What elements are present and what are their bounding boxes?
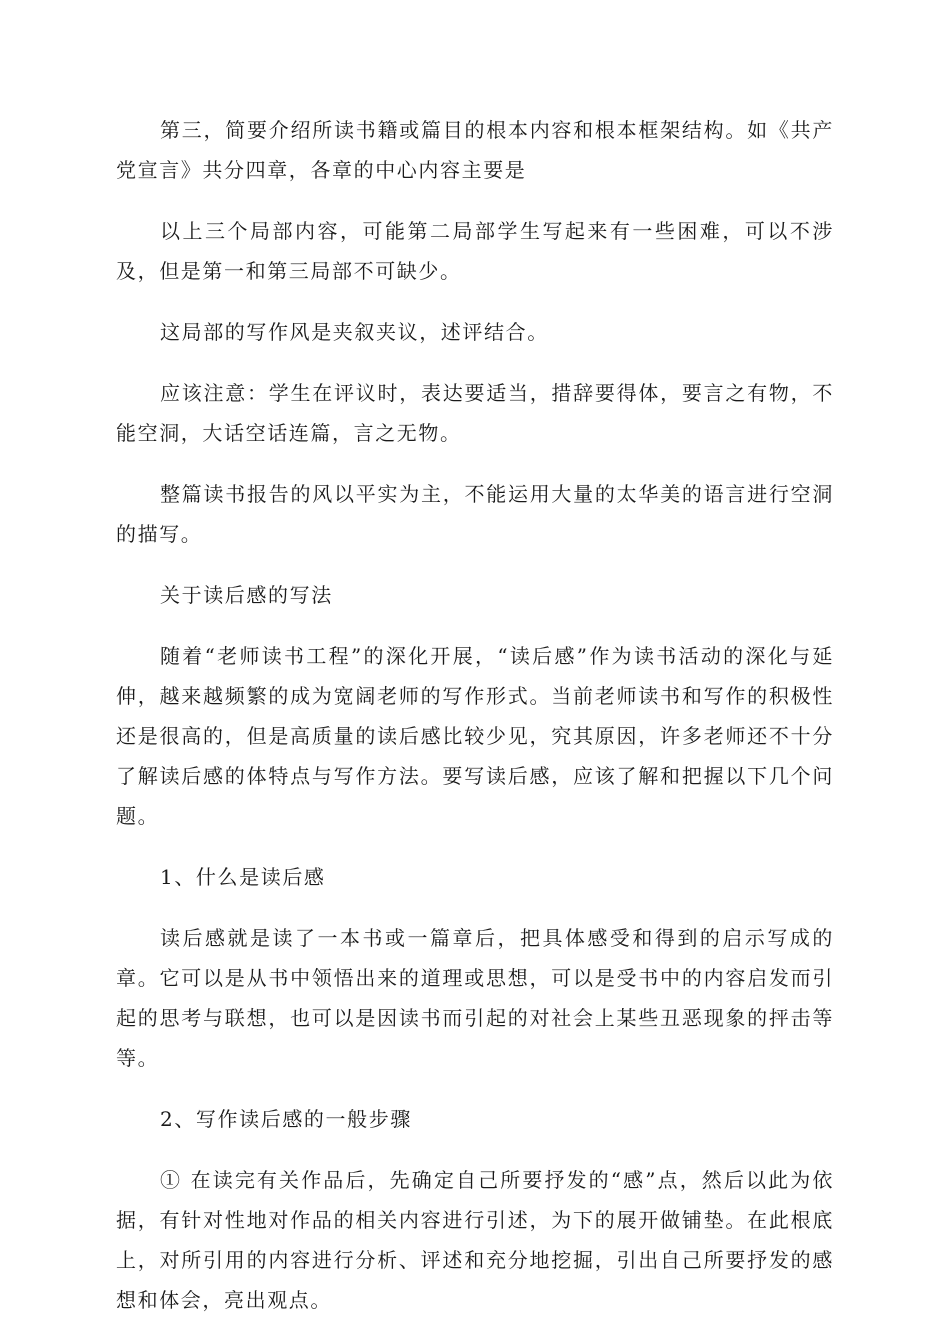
paragraph-2: 以上三个局部内容，可能第二局部学生写起来有一些困难，可以不涉及，但是第一和第三局部不可缺少。	[116, 219, 834, 283]
paragraph-9: 读后感就是读了一本书或一篇章后，把具体感受和得到的启示写成的章。它可以是从书中领悟出来的道理或思想，可以是受书中的内容启发而引起的思考与联想，也可以是因读书而引起的对社会上某些丑恶现象的抨击等等。	[116, 926, 834, 1070]
paragraph-1: 第三，简要介绍所读书籍或篇目的根本内容和根本框架结构。如《共产党宣言》共分四章，各章的中心内容主要是	[116, 118, 834, 182]
document-body	[116, 110, 834, 1341]
paragraph-5: 整篇读书报告的风以平实为主，不能运用大量的太华美的语言进行空洞的描写。	[116, 482, 834, 546]
section-heading-reading-reflection: 关于读后感的写法	[160, 583, 333, 607]
paragraph-7: 随着“老师读书工程”的深化开展，“读后感”作为读书活动的深化与延伸，越来越频繁的成为宽阔老师的写作形式。当前老师读书和写作的积极性还是很高的，但是高质量的读后感比较少见，究其原因，许多老师还不十分了解读后感的体特点与写作方法。要写读后感，应该了解和把握以下几个问题。	[116, 644, 834, 828]
subheading-what-is-reflection: 1、什么是读后感	[160, 865, 326, 889]
paragraph-11: ① 在读完有关作品后，先确定自己所要抒发的“感”点，然后以此为依据，有针对性地对作品的相关内容进行引述，为下的展开做铺垫。在此根底上，对所引用的内容进行分析、评述和充分地挖掘，引出自己所要抒发的感想和体会，亮出观点。	[116, 1168, 834, 1312]
paragraph-3: 这局部的写作风是夹叙夹议，述评结合。	[160, 320, 549, 344]
subheading-writing-steps: 2、写作读后感的一般步骤	[160, 1107, 412, 1131]
paragraph-4: 应该注意：学生在评议时，表达要适当，措辞要得体，要言之有物，不能空洞，大话空话连篇，言之无物。	[116, 381, 834, 445]
